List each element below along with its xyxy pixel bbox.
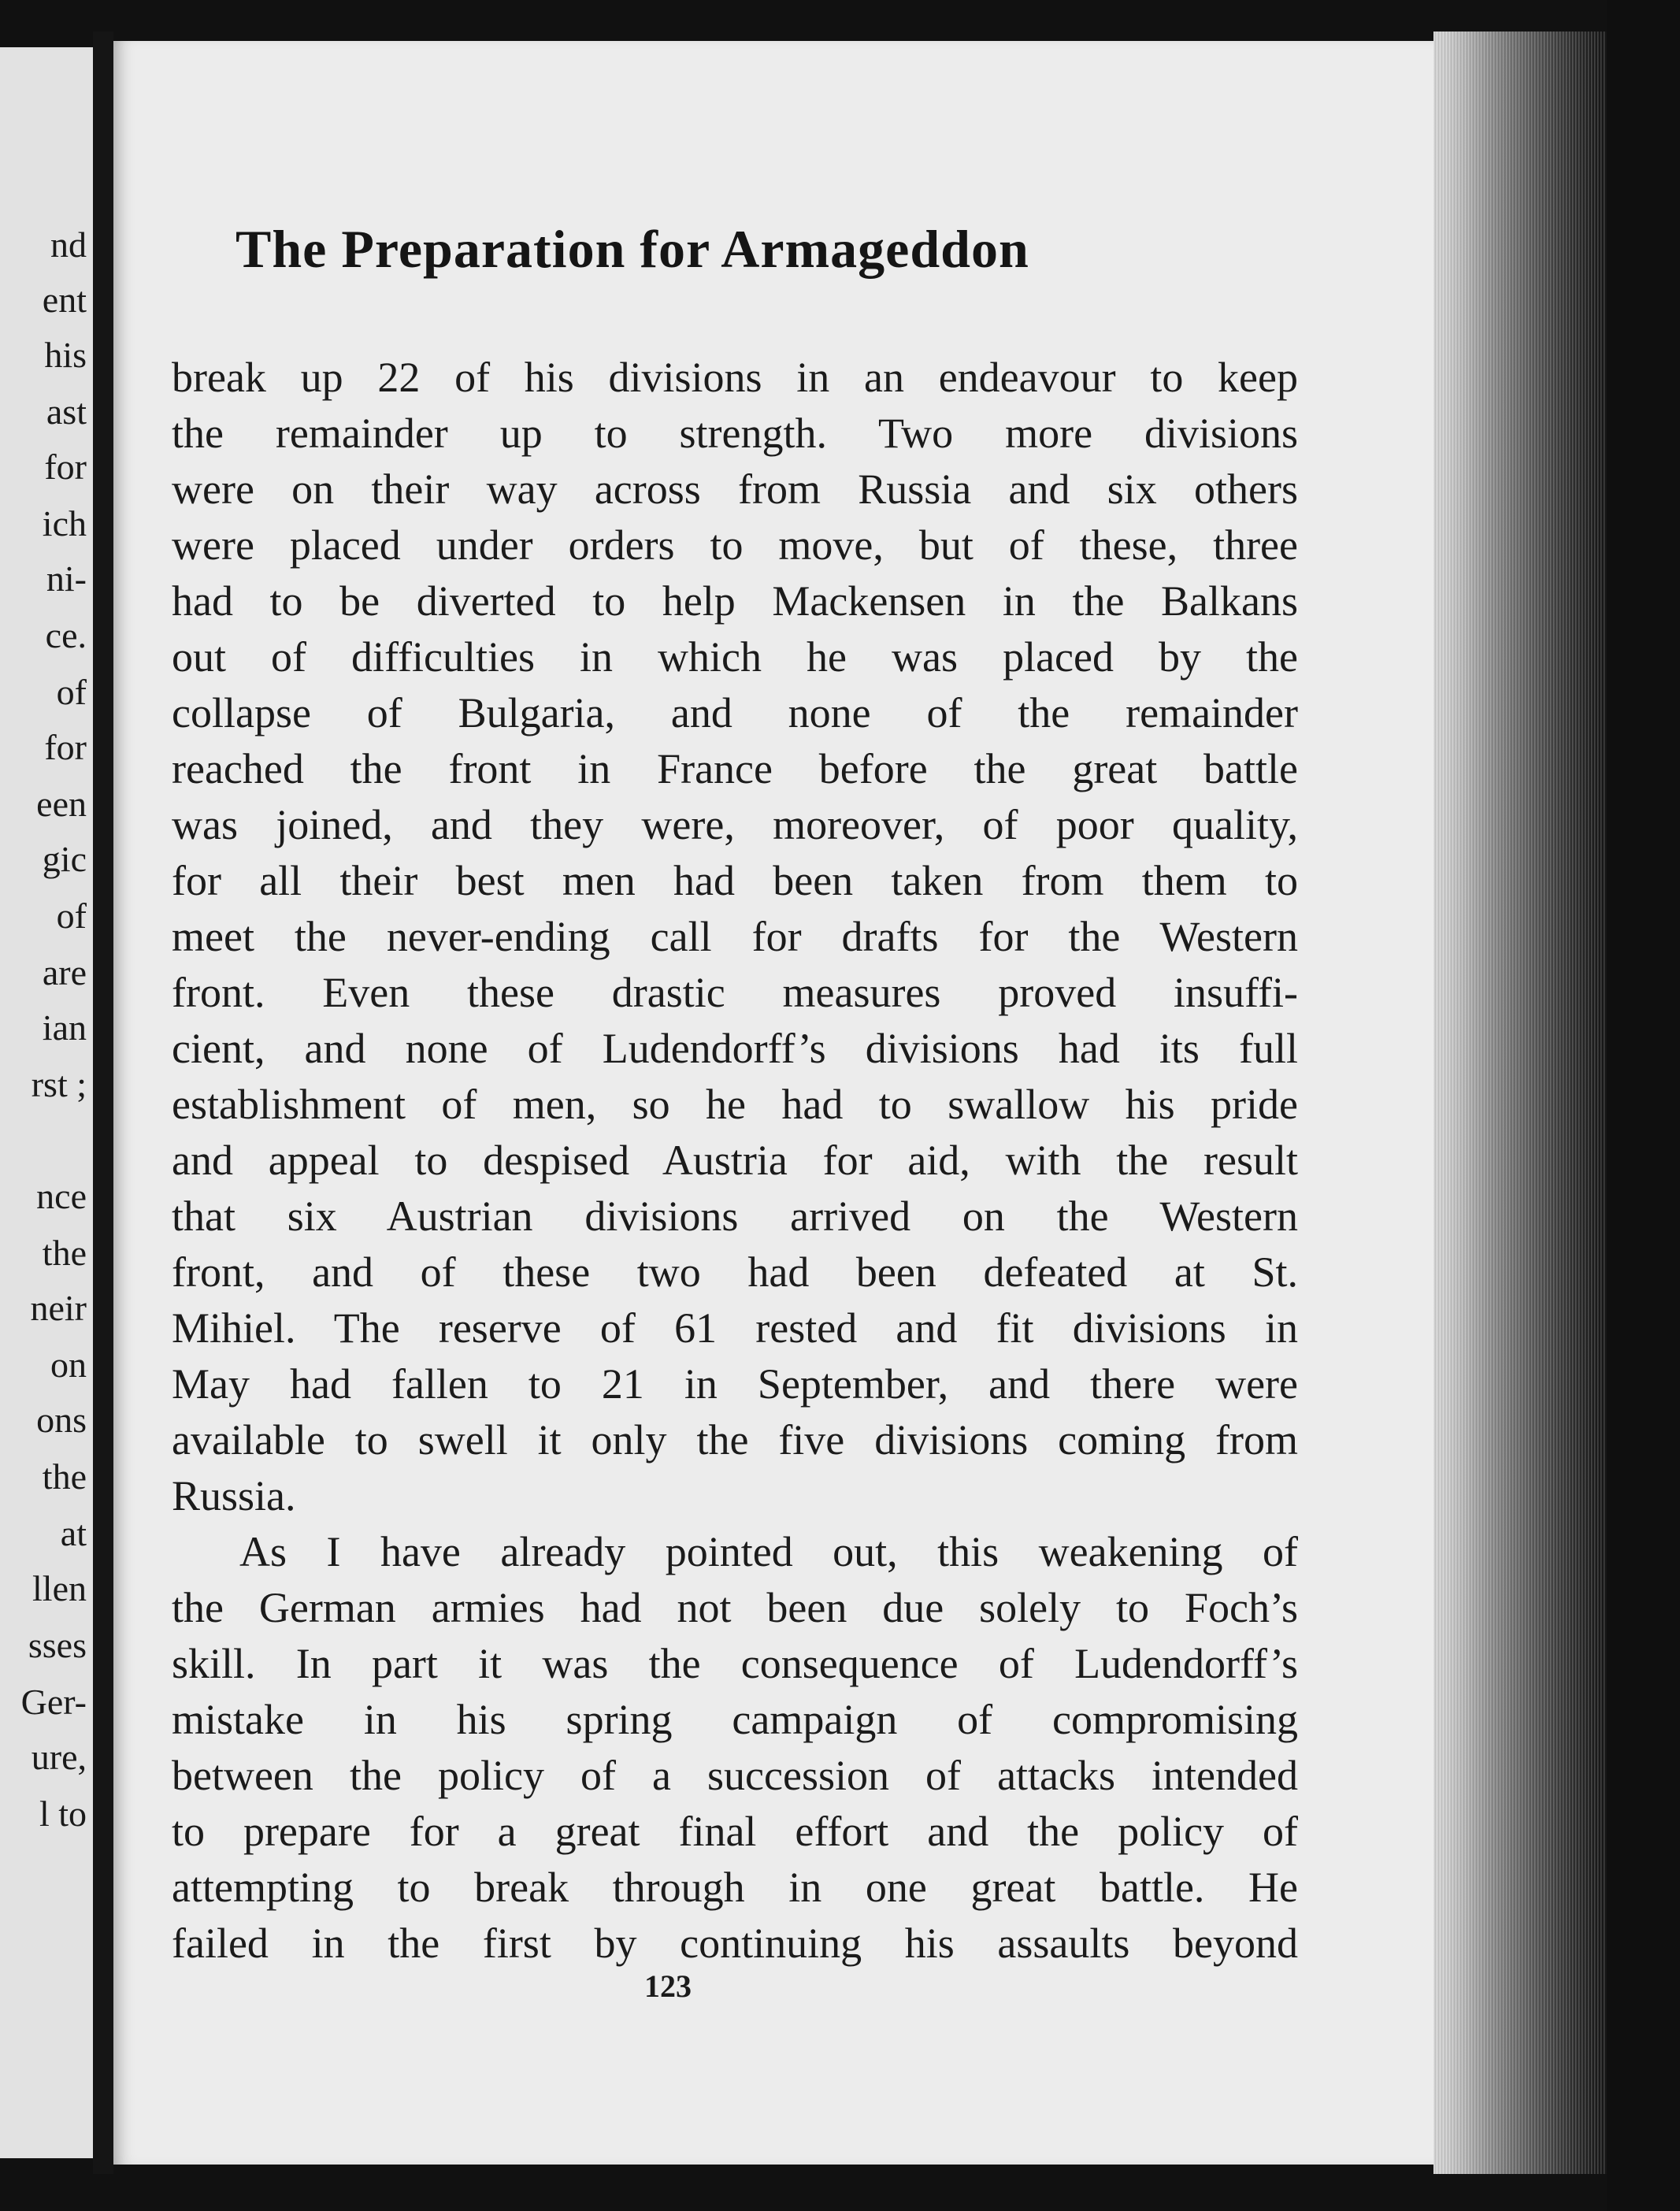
text-line: front, and of these two had been defeated at St. [172,1248,1298,1296]
facing-page-fragment: ian [42,1007,87,1048]
facing-page-fragment: ich [42,503,87,543]
text-line: had to be diverted to help Mackensen in the Balkans [172,577,1298,625]
text-line: were on their way across from Russia and six others [172,466,1298,513]
text-line: break up 22 of his divisions in an endeavour to keep [172,354,1298,401]
facing-page-fragment: sses [28,1625,87,1665]
text-line: to prepare for a great final effort and the policy of [172,1808,1298,1855]
facing-page-fragment: ure, [31,1737,87,1777]
page-number: 123 [644,1968,692,2004]
facing-page-fragment: een [36,784,87,824]
page-fore-edge [1433,32,1607,2174]
text-line: failed in the first by continuing his assaults beyond [172,1920,1298,1967]
facing-page-fragment: the [42,1456,87,1497]
facing-page-fragment: ast [46,391,87,432]
text-line: front. Even these drastic measures proved insuffi- [172,969,1298,1016]
facing-page-fragment: Ger- [20,1682,87,1722]
facing-page-fragment: for [44,447,87,487]
facing-page-fragment: ons [36,1400,87,1440]
text-line: out of difficulties in which he was placed by the [172,633,1298,681]
text-line: and appeal to despised Austria for aid, with the result [172,1137,1298,1184]
text-line: establishment of men, so he had to swallow his pride [172,1081,1298,1128]
facing-page-fragment: ent [42,280,87,320]
facing-page-fragment: ce. [45,615,87,655]
facing-page-fragment: are [42,952,87,992]
facing-page-fragment: llen [32,1568,87,1608]
body-text [172,350,1298,1972]
facing-page-fragment: nce [36,1176,87,1216]
text-line: between the policy of a succession of attacks intended [172,1752,1298,1799]
facing-page-fragment: the [42,1233,87,1273]
facing-page-left [0,47,93,2158]
facing-page-fragment: of [56,896,87,936]
text-line: May had fallen to 21 in September, and there were [172,1360,1298,1408]
text-line: the German armies had not been due solely to Foch’s [172,1584,1298,1631]
text-line: were placed under orders to move, but of these, three [172,521,1298,569]
facing-page-fragment: for [44,727,87,767]
running-head: The Preparation for Armageddon [235,219,1029,279]
book-page [113,41,1433,2165]
book-gutter [93,32,113,2174]
text-line: that six Austrian divisions arrived on the Western [172,1193,1298,1240]
text-line: mistake in his spring campaign of compromising [172,1696,1298,1743]
facing-page-fragment: gic [42,839,87,879]
scan-background [1607,0,1680,2211]
text-line: As I have already pointed out, this weakening of [239,1528,1298,1575]
text-line: available to swell it only the five divisions coming from [172,1416,1298,1463]
text-line: was joined, and they were, moreover, of poor quality, [172,801,1298,848]
text-line: for all their best men had been taken from them to [172,857,1298,904]
text-line: reached the front in France before the great battle [172,745,1298,792]
text-line: skill. In part it was the consequence of Ludendorff’s [172,1640,1298,1687]
text-line: Mihiel. The reserve of 61 rested and fit divisions in [172,1304,1298,1352]
text-line: attempting to break through in one great battle. He [172,1864,1298,1911]
text-line: meet the never-ending call for drafts for the Western [172,913,1298,960]
text-line: the remainder up to strength. Two more divisions [172,410,1298,457]
facing-page-fragment: at [60,1513,87,1553]
facing-page-fragment: his [44,335,87,375]
facing-page-fragment: nd [50,224,87,265]
facing-page-fragment: ni- [46,558,87,599]
text-line: cient, and none of Ludendorff’s divisions had its full [172,1025,1298,1072]
facing-page-fragment: neir [30,1288,87,1328]
facing-page-fragment: on [50,1345,87,1385]
facing-page-fragment: l to [39,1794,87,1834]
text-line: collapse of Bulgaria, and none of the remainder [172,689,1298,736]
text-line: Russia. [172,1472,296,1519]
facing-page-fragment: rst ; [31,1064,87,1104]
facing-page-fragment: of [56,672,87,712]
